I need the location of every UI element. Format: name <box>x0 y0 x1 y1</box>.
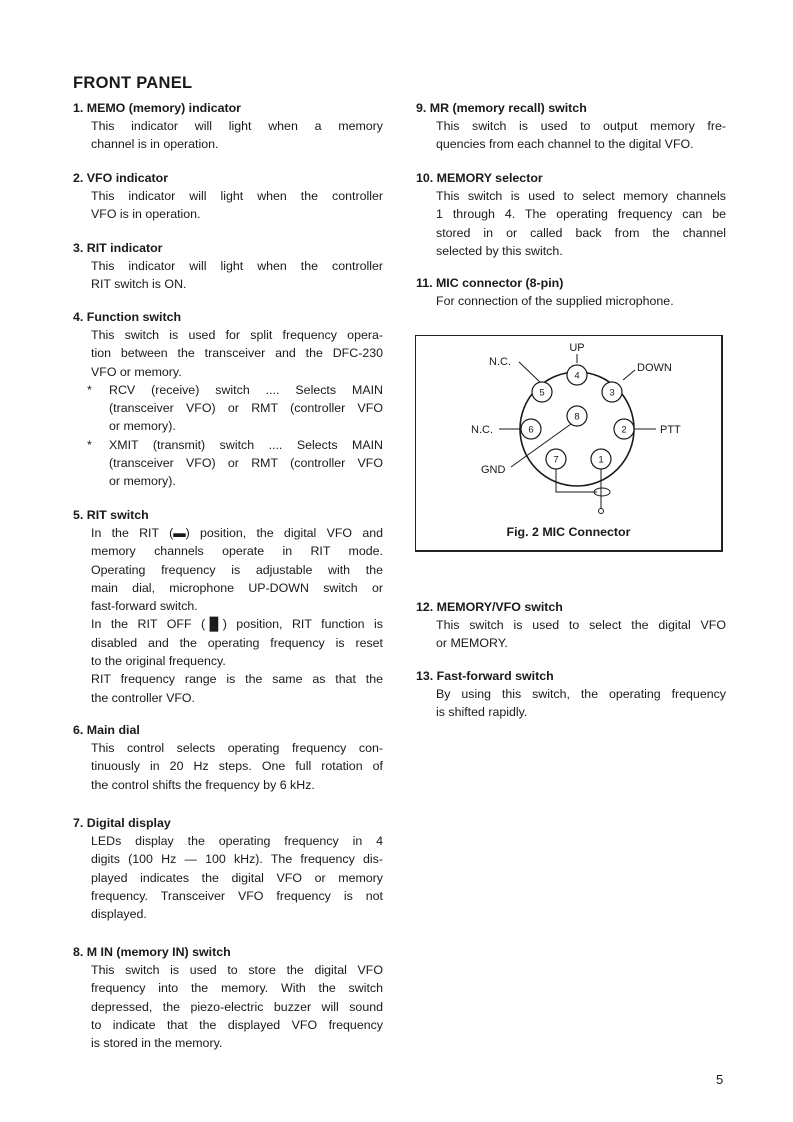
section-text: to the original frequency. <box>91 654 226 669</box>
pin-number: 4 <box>574 370 580 382</box>
section-text: (transceiver VFO) or RMT (controller VFO <box>109 456 383 471</box>
section-text: is stored in the memory. <box>91 1036 223 1051</box>
pin-number: 5 <box>539 387 545 399</box>
section-text: VFO is in operation. <box>91 207 201 222</box>
section-main-dial <box>73 721 383 794</box>
section-text: the control shifts the frequency by 6 kHz. <box>91 777 315 792</box>
section-text: This switch is used to select memory channels <box>436 189 726 203</box>
section-text: 1 through 4. The operating frequency can be <box>436 207 726 222</box>
section-heading: 8. M IN (memory IN) switch <box>73 945 231 959</box>
section-vfo-indicator <box>73 169 383 224</box>
section-heading: 11. MIC connector (8-pin) <box>416 276 564 290</box>
section-text: played indicates the digital VFO or memory <box>91 870 383 885</box>
label-nc-6: N.C. <box>471 424 493 436</box>
section-text: For connection of the supplied microphone. <box>436 294 674 308</box>
section-text: the controller VFO. <box>91 690 195 705</box>
section-heading: 2. VFO indicator <box>73 171 169 185</box>
section-heading: 6. Main dial <box>73 723 140 737</box>
bullet-marker: * <box>87 437 92 452</box>
mic-connector-figure <box>415 335 723 552</box>
section-text: LEDs display the operating frequency in 4 <box>91 834 383 848</box>
section-text: tion between the transceiver and the DFC-230 <box>91 346 383 361</box>
label-ptt: PTT <box>660 424 681 436</box>
pin-4 <box>567 365 587 385</box>
section-heading: 1. MEMO (memory) indicator <box>73 101 241 115</box>
terminal-point <box>599 509 604 514</box>
section-text: RIT switch is ON. <box>91 277 187 292</box>
section-heading: 7. Digital display <box>73 816 171 830</box>
leader-down <box>623 370 635 380</box>
section-text: memory channels operate in RIT mode. <box>91 544 383 559</box>
section-text: digits (100 Hz — 100 kHz). The frequency dis- <box>91 852 383 867</box>
section-text: depressed, the piezo-electric buzzer will sound <box>91 999 383 1014</box>
section-text: to indicate that the displayed VFO frequency <box>91 1017 383 1032</box>
section-text: This switch is used to store the digital VFO <box>91 963 383 977</box>
label-down: DOWN <box>637 362 672 374</box>
label-nc-5: N.C. <box>489 356 511 368</box>
section-text: (transceiver VFO) or RMT (controller VFO <box>109 401 383 416</box>
section-digital-display <box>73 814 383 923</box>
section-text: This control selects operating frequency con- <box>91 741 383 755</box>
section-memory-vfo-switch <box>416 598 726 653</box>
section-text: This switch is used to select the digital VFO <box>436 618 726 632</box>
label-up: UP <box>569 342 585 354</box>
section-text: Operating frequency is adjustable with the <box>91 562 383 577</box>
section-text: channel is in operation. <box>91 137 219 152</box>
pin-7 <box>546 449 566 469</box>
pin-1 <box>591 449 611 469</box>
section-text: This switch is used to output memory fre- <box>436 119 726 133</box>
section-text: quencies from each channel to the digital VFO. <box>436 137 694 152</box>
pin-8 <box>567 406 587 426</box>
section-fast-forward-switch <box>416 667 726 722</box>
pin-3 <box>602 382 622 402</box>
section-text: This indicator will light when the controller <box>91 259 383 273</box>
bullet-item <box>73 381 383 399</box>
pin-number: 2 <box>621 424 627 436</box>
section-text: selected by this switch. <box>436 243 563 258</box>
section-rit-indicator <box>73 239 383 294</box>
section-heading: 12. MEMORY/VFO switch <box>416 600 563 614</box>
section-memory-selector <box>416 169 726 260</box>
pin-6 <box>521 419 541 439</box>
section-text: RIT frequency range is the same as that the <box>91 672 383 687</box>
section-heading: 10. MEMORY selector <box>416 171 543 185</box>
section-m-in-switch <box>73 943 383 1052</box>
section-text: frequency. Transceiver VFO frequency is not <box>91 888 383 903</box>
section-text: fast-forward switch. <box>91 599 198 614</box>
section-text: XMIT (transmit) switch .... Selects MAIN <box>109 437 383 452</box>
pin-number: 1 <box>598 454 604 466</box>
section-heading: 13. Fast-forward switch <box>416 669 554 683</box>
section-text: or memory). <box>109 419 176 434</box>
section-text: RCV (receive) switch .... Selects MAIN <box>109 382 383 397</box>
section-text: This indicator will light when a memory <box>91 119 383 133</box>
section-text: is shifted rapidly. <box>436 705 528 720</box>
pin-number: 6 <box>528 424 534 436</box>
figure-caption: Fig. 2 MIC Connector <box>506 525 631 539</box>
section-text: or memory). <box>109 474 176 489</box>
pin-number: 3 <box>609 387 615 399</box>
section-text: By using this switch, the operating frequency <box>436 687 726 701</box>
page-number: 5 <box>716 1072 724 1087</box>
section-text: disabled and the operating frequency is reset <box>91 635 383 650</box>
section-text: stored in or called back from the channel <box>436 225 726 240</box>
pin-5 <box>532 382 552 402</box>
section-text: tinuously in 20 Hz steps. One full rotation of <box>91 759 383 774</box>
page-title: FRONT PANEL <box>73 74 193 92</box>
section-mic-connector <box>416 274 726 310</box>
section-heading: 5. RIT switch <box>73 508 149 522</box>
section-rit-switch <box>73 506 383 707</box>
section-function-switch <box>73 308 383 491</box>
section-text: In the RIT (▬) position, the digital VFO and <box>91 526 383 540</box>
bullet-marker: * <box>87 382 92 397</box>
section-text: or MEMORY. <box>436 636 508 651</box>
pin-number: 8 <box>574 411 580 423</box>
section-text: In the RIT OFF (▐▌) position, RIT function is <box>91 617 383 632</box>
pin-number: 7 <box>553 454 559 466</box>
section-heading: 4. Function switch <box>73 310 182 324</box>
section-text: main dial, microphone UP-DOWN switch or <box>91 580 383 595</box>
section-heading: 9. MR (memory recall) switch <box>416 101 587 115</box>
leader-nc-5 <box>519 362 542 384</box>
section-text: displayed. <box>91 907 147 922</box>
section-memo-indicator <box>73 99 383 154</box>
section-text: VFO or memory. <box>91 364 182 379</box>
section-text: frequency into the memory. With the switch <box>91 981 383 996</box>
mic-connector-diagram <box>416 336 721 550</box>
label-gnd: GND <box>481 464 506 476</box>
section-text: This indicator will light when the controller <box>91 189 383 203</box>
bullet-item <box>73 436 383 454</box>
section-mr-switch <box>416 99 726 154</box>
section-heading: 3. RIT indicator <box>73 241 163 255</box>
pin-2 <box>614 419 634 439</box>
section-text: This switch is used for split frequency opera- <box>91 328 383 342</box>
